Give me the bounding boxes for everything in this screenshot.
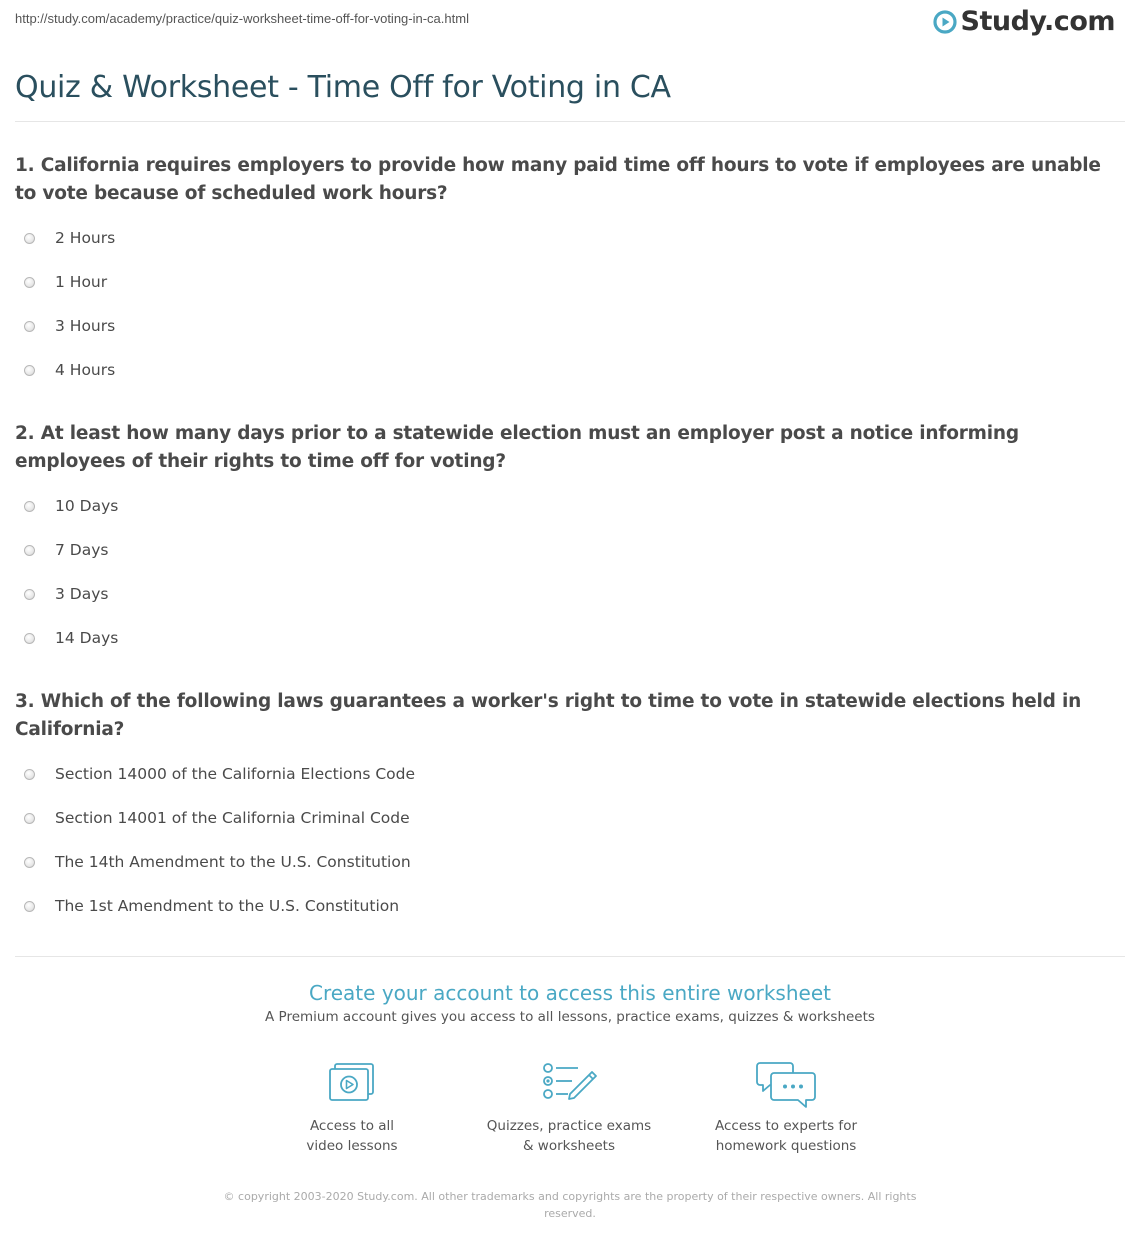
radio-button[interactable] (24, 233, 35, 244)
page-url: http://study.com/academy/practice/quiz-worksheet-time-off-for-voting-in-ca.html (15, 11, 469, 26)
option-label: 2 Hours (55, 229, 116, 247)
option-label: 1 Hour (55, 273, 108, 291)
radio-button[interactable] (24, 857, 35, 868)
question-text: 3. Which of the following laws guarantees a worker's right to time to vote in statewide elections held in California? (15, 691, 1082, 740)
video-lessons-icon (326, 1060, 378, 1104)
option-label: Section 14000 of the California Elections Code (55, 765, 416, 783)
question-text: 1. California requires employers to provide how many paid time off hours to vote if employees are unable to vote because of scheduled work hours? (15, 155, 1101, 204)
cta-title-link[interactable]: Create your account to access this entire worksheet (309, 981, 831, 1005)
answer-option[interactable] (15, 616, 1125, 660)
answer-option[interactable] (15, 796, 1125, 840)
feature-experts (686, 1060, 886, 1156)
radio-button[interactable] (24, 321, 35, 332)
radio-button[interactable] (24, 769, 35, 780)
radio-button[interactable] (24, 365, 35, 376)
answer-options (15, 216, 1125, 392)
radio-button[interactable] (24, 633, 35, 644)
option-label: 4 Hours (55, 361, 116, 379)
footer-line1: © copyright 2003-2020 Study.com. All other trademarks and copyrights are the property of their respective owners. All rights (223, 1190, 917, 1203)
radio-button[interactable] (24, 501, 35, 512)
feature-quizzes (469, 1060, 669, 1156)
feature-video-lessons (252, 1060, 452, 1156)
answer-option[interactable] (15, 348, 1125, 392)
feature-label-line1: Quizzes, practice exams (486, 1118, 652, 1134)
answer-option[interactable] (15, 528, 1125, 572)
radio-button[interactable] (24, 277, 35, 288)
premium-features (15, 1060, 1125, 1170)
option-label: 14 Days (55, 629, 119, 647)
page (15, 0, 1125, 1220)
expert-chat-icon (754, 1060, 818, 1112)
feature-label (686, 1116, 886, 1156)
answer-option[interactable] (15, 752, 1125, 796)
question-text: 2. At least how many days prior to a statewide election must an employer post a notice informing employees of their rights to time off for voting? (15, 423, 1019, 472)
logo-text: Study.com (960, 6, 1115, 37)
radio-button[interactable] (24, 545, 35, 556)
option-label: 7 Days (55, 541, 109, 559)
answer-option[interactable] (15, 216, 1125, 260)
answer-option[interactable] (15, 484, 1125, 528)
option-label: The 14th Amendment to the U.S. Constitution (55, 853, 411, 871)
page-title: Quiz & Worksheet - Time Off for Voting in CA (15, 70, 671, 105)
title-divider (15, 121, 1125, 122)
radio-button[interactable] (24, 813, 35, 824)
answer-options (15, 752, 1125, 928)
play-circle-icon (933, 10, 957, 34)
option-label: Section 14001 of the California Criminal Code (55, 809, 410, 827)
study-logo[interactable] (933, 6, 1115, 37)
answer-option[interactable] (15, 572, 1125, 616)
radio-button[interactable] (24, 901, 35, 912)
feature-label (252, 1116, 452, 1156)
answer-option[interactable] (15, 840, 1125, 884)
signup-cta (15, 980, 1125, 1025)
option-label: 10 Days (55, 497, 119, 515)
feature-label-line1: Access to all (309, 1118, 395, 1134)
cta-divider (15, 956, 1125, 957)
option-label: The 1st Amendment to the U.S. Constitution (55, 897, 400, 915)
answer-options (15, 484, 1125, 660)
feature-label-line2: video lessons (306, 1138, 398, 1154)
cta-subtitle: A Premium account gives you access to all lessons, practice exams, quizzes & worksheets (265, 1009, 875, 1025)
question-1 (15, 152, 1125, 392)
answer-option[interactable] (15, 884, 1125, 928)
option-label: 3 Hours (55, 317, 116, 335)
copyright-footer (220, 1188, 920, 1222)
answer-option[interactable] (15, 304, 1125, 348)
answer-option[interactable] (15, 260, 1125, 304)
question-3 (15, 688, 1125, 928)
option-label: 3 Days (55, 585, 109, 603)
feature-label-line1: Access to experts for (714, 1118, 857, 1134)
feature-label-line2: homework questions (715, 1138, 857, 1154)
top-bar (15, 0, 1125, 44)
footer-line2: reserved. (544, 1207, 596, 1220)
radio-button[interactable] (24, 589, 35, 600)
feature-label-line2: & worksheets (522, 1138, 615, 1154)
quiz-checklist-icon (540, 1060, 598, 1104)
question-2 (15, 420, 1125, 660)
feature-label (469, 1116, 669, 1156)
